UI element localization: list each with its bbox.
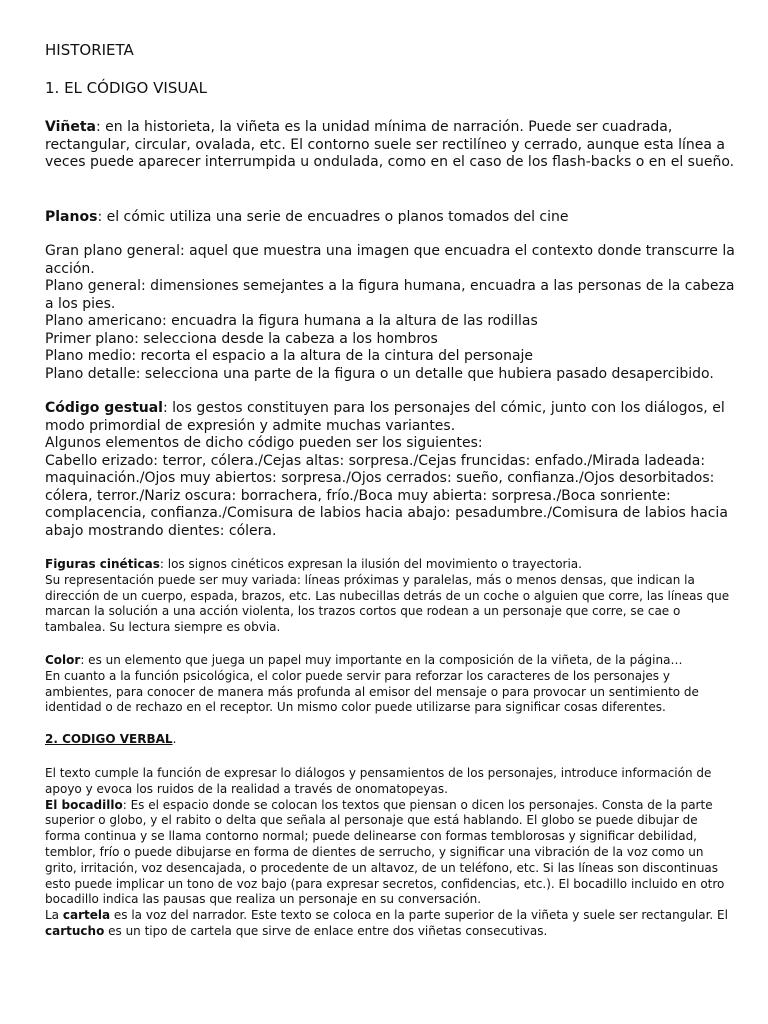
figuras-block: [45, 557, 735, 636]
figuras-paragraph: [45, 557, 735, 573]
color-text: : es un elemento que juega un papel muy importante en la composición de la viñeta, de la página…: [80, 652, 683, 667]
plano-item: Plano americano: encuadra la figura humana a la altura de las rodillas: [45, 313, 538, 329]
gestual-text: : los gestos constituyen para los personajes del cómic, junto con los diálogos, el modo primordial de expresión y admite muchas variantes.: [45, 400, 725, 434]
color-block: [45, 653, 735, 716]
plano-item: Primer plano: selecciona desde la cabeza a los hombros: [45, 330, 438, 347]
figuras-line2: Su representación puede ser muy variada: líneas próximas y paralelas, más o menos densas, que indican la dirección de un cuerpo, espada, brazos, etc. Las nubecillas detrás de un coche o alguien que corre, las líneas que marcan la solución a una acción violenta, los trazos cortos que rodean a un personaje que corre, se cae o tambalea. Su lectura siempre es obvia.: [45, 572, 730, 635]
section-1-heading: 1. EL CÓDIGO VISUAL: [45, 79, 207, 97]
section-2-suffix: .: [172, 732, 177, 747]
cartela-paragraph: [45, 908, 735, 940]
figuras-text: : los signos cinéticos expresan la ilusión del movimiento o trayectoria.: [159, 557, 582, 571]
cartela-term: cartela: [62, 908, 111, 923]
section-2-title: 2. CODIGO VERBAL: [45, 732, 173, 747]
bocadillo-paragraph: [45, 798, 735, 909]
figuras-term: Figuras cinéticas: [45, 557, 160, 571]
document-title: HISTORIETA: [45, 41, 134, 59]
verbal-block: [45, 766, 735, 940]
gestual-line3: Cabello erizado: terror, cólera./Cejas altas: sorpresa./Cejas fruncidas: enfado./Mirada ladeada: maquinación./Ojos muy abiertos: sorpresa./Ojos cerrados: sueño, confianza./Ojos desorbitados: cólera, terror./Nariz oscura: borrachera, frío./Boca muy abierta: sorpresa./Boca sonriente: complacencia, confianza./Comisura de labios hacia abajo: pesadumbre./Comisura de labios hacia abajo mostrando dientes: cólera.: [45, 452, 728, 539]
planos-paragraph: [45, 209, 735, 227]
plano-item: Gran plano general: aquel que muestra una imagen que encuadra el contexto donde transcurre la acción.: [45, 243, 735, 277]
cartucho-term: cartucho: [45, 923, 105, 938]
planos-text: : el cómic utiliza una serie de encuadres o planos tomados del cine: [97, 208, 569, 225]
gestual-term: Código gestual: [45, 400, 163, 416]
color-term: Color: [45, 652, 81, 667]
cartucho-text: es un tipo de cartela que sirve de enlace entre dos viñetas consecutivas.: [104, 923, 548, 938]
bocadillo-text: : Es el espacio donde se colocan los textos que piensan o dicen los personajes. Consta de la parte superior o globo, y el rabito o delta que señala al personaje que está hablando. El globo se puede dibujar de forma continua y se llama contorno normal; puede delinearse con formas temblorosas y significar debilidad, temblor, frío o puede dibujarse en forma de dientes de serrucho, y significar una vibración de la voz como un grito, irritación, voz desencajada, o procedente de un altavoz, de un teléfono, etc. Si las líneas son discontinuas esto puede implicar un tono de voz bajo (para expresar secretos, confidencias, etc.). El bocadillo incluido en otro bocadillo indica las pausas que realiza un personaje en su conversación.: [45, 797, 725, 907]
verbal-intro: El texto cumple la función de expresar lo diálogos y pensamientos de los personajes, introduce información de apoyo y evoca los ruidos de la realidad a través de onomatopeyas.: [45, 765, 712, 796]
gestual-line2: Algunos elementos de dicho código pueden ser los siguientes:: [45, 435, 483, 451]
vineta-term: Viñeta: [45, 119, 96, 135]
section-2-heading: [45, 732, 735, 748]
color-paragraph: [45, 653, 735, 669]
planos-list: [45, 243, 735, 383]
bocadillo-term: El bocadillo: [45, 797, 123, 812]
plano-item: Plano medio: recorta el espacio a la altura de la cintura del personaje: [45, 348, 534, 364]
plano-item: Plano detalle: selecciona una parte de la figura o un detalle que hubiera pasado desapercibido.: [45, 365, 714, 382]
gestual-paragraph: [45, 400, 735, 435]
cartela-text: es la voz del narrador. Este texto se coloca en la parte superior de la viñeta y suele ser rectangular. El: [110, 908, 728, 923]
plano-item: Plano general: dimensiones semejantes a la figura humana, encuadra a las personas de la cabeza a los pies.: [45, 278, 735, 312]
vineta-text: : en la historieta, la viñeta es la unidad mínima de narración. Puede ser cuadrada, rectangular, circular, ovalada, etc. El contorno suele ser rectilíneo y cerrado, aunque esta línea a veces puede aparecer interrumpida u ondulada, como en el caso de los flash-backs o en el sueño.: [45, 119, 735, 170]
cartela-pre: La: [45, 908, 63, 923]
vineta-paragraph: [45, 119, 735, 172]
gestual-block: [45, 400, 735, 540]
document-page: [45, 40, 735, 940]
color-line2: En cuanto a la función psicológica, el color puede servir para reforzar los caracteres de los personajes y ambientes, para conocer de manera más profunda al emisor del mensaje o para provocar un sentimiento de identidad o de rechazo en el receptor. Un mismo color puede utilizarse para significar cosas diferentes.: [45, 668, 699, 715]
planos-term: Planos: [45, 208, 98, 225]
